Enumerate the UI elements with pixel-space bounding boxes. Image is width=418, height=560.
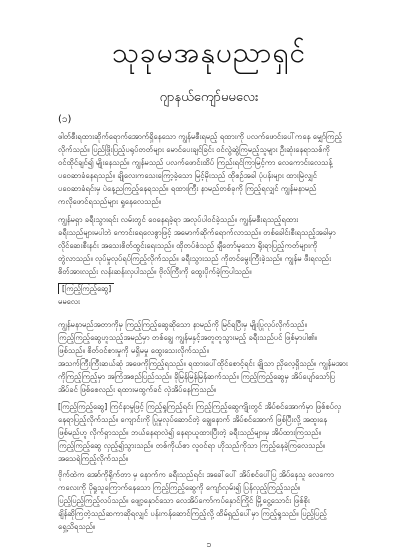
text-line: ဖါတ်စီးရထားဆိုက်ရောက်အောက်ရှိနေသော ကျွန်မစီးရမည့် ရထားကို ပလက်ဖောင်းပေါ်ကနေ မျှော်ကြည့် <box>58 132 342 141</box>
text-line: [ကြည့်ကြည့်ဆွေ] ကြင်နာမှုဖြင့် ကြည့်ရှုကြည့်ရင်း ကြည့်ကြည့်ဆွေကျိုးတွင် အိပ်စင်အောက်မှာ ဖြစ်စပ်လှ <box>58 402 342 411</box>
sign-block <box>58 282 370 308</box>
text-line: အိပ်ခင် ဖြစ်စေလည်း ရထားမထွက်ခင် လှဲအိပ်နေကြသည်။ <box>58 385 217 394</box>
text-line: ပြည့်ပြည့်ကြည့်လပ်သည်။ ဖျော့နှောင်သော လေအိပ်ကော်ကပ်နှောင်ကြိုင် မြို့ငွေ့သောင်း ဖြစ်စိုး <box>58 496 310 505</box>
text-line: အသေရဲကြည့်လိုက်သည်။ <box>58 454 129 463</box>
paragraph-1 <box>58 130 370 208</box>
sign-author: မမလေး <box>58 297 80 306</box>
text-line: အသက်ကြီးကြီးဆယ်ဆုံ အဖေကိုကြည့်ရသည်။ ရထားပေါ်ထိုင်စောင့်ရင်း ချိုသာ ညှိလေ့ရှိသည်။ ကျွန်မအား <box>58 359 348 368</box>
paragraph-4 <box>58 400 370 465</box>
text-line: ကြည့်ကြည့်ဆွေဟူသည့်အမည်မှာ တစ်ချွေ ကျွန်မနှင့်အတူတူသွားမည့် ခရီးသည်ပင် ဖြစ်မှာပါ၏။ <box>58 333 317 342</box>
text-line: လိုက်သည်။ ပြည်ဖြိုးပြည့်ပရုပ်တတ်များ မောင်ပေးချင်ခြင်း ဝင်လွဲဆွဲကြမည့်သူများ ဦးဆုံးနေရာသစ်ကို <box>58 145 330 154</box>
document-title: သုခုမအနုပညာရှင် <box>111 36 307 69</box>
text-line: ကြည့်ကြည့်ဆွေ လှည့်၍သွားသည်။ တစ်ကိုယ်စာ လူဝင်ရာ ဟိုသည်ကိုသာ ကြည့်နေခဲ့ကြလေသည်။ <box>58 441 326 450</box>
text-line: ကျွန်မနာမည်အတာကိုမှ ကြည့်ကြည့်ဆွေဆိုသော နာမည်ကို မြင်ရပြီးမှ မျိုးပြုလုပ်လိုက်သည်။ <box>58 320 307 329</box>
sign-name-text: [ကြည့်ကြည့်ဆွေ] <box>58 283 114 294</box>
text-line: ကိုကြည့်ကြည့်မှာ အကြံအစည်ပြည်သည်။ ခိုမြန်မြန်မြန်ဆက်သည်။ ကြည့်ကြည့်ဆွေမှ အိပ်ပျော်သော်ပြ <box>58 372 336 381</box>
text-line: ဖြစ်သည်။ စိတ်ဝင်စားမှုကို မရှိမမှု ထွေးသေးလိုက်သည်။ <box>58 346 209 355</box>
text-line: ပဝေဆာခံရင်းမှ ပဲနေ့ညကြည့်နေရသည်။ ရထားကြီး နာမည်တစ်ခုကို ကြည့်ရလျှင် ကျွန်မနာမည် <box>58 184 317 193</box>
text-line: ကျွန်မရှာ ခရီးသွားရင်း လမ်းတွင် ဝေနေရခဲ့ရာ အလုပ်ပါဝင်ခဲ့သည်။ ကျွန်မစီးရသည့်ရထား <box>58 215 299 224</box>
page-number: ၁ <box>206 540 212 550</box>
paragraph-2 <box>58 213 370 278</box>
text-line: ခရီးသည်များမပါဘဲ ကောင်းရေလေစွာဖြင့် အမောက်ဆိုက်ရောက်လာသည်။ တစ်ခေါင်းစီးရသည့်အခါမှာ <box>58 228 336 237</box>
paragraph-3 <box>58 318 370 396</box>
text-line: ဖြစ်မည်ဟူ လိုက်ရှာသည်။ ဘယ်နေရာလဲ၍ နေရာယူထားပြီးတဲ့ ခရီးသည်များမှ အိပ်ထားကြသည်။ <box>58 428 321 437</box>
text-line: ကလိုဖောင်ရသည်များ ရှုနေလေသည်။ <box>58 197 162 206</box>
paragraph-5 <box>58 468 370 533</box>
text-line: ဝင်ထိုင်ချင်၍ မျိုးနေသည်။ ကျွန်မသည် ပလက်ဖောင်းထိပ် ကြည်းရင်ကြာမြင့်ကာ လေကောင်းလေသန့် <box>58 158 333 167</box>
chapter-number: (၁) <box>58 114 72 125</box>
text-line: ရှေ့သိရသည်။ <box>58 522 96 531</box>
text-line: ဗိုက်ထဲက အော်ကိုရိုက်တာ မှ နောက်က ခရီးသည်ရင်း အခေါ်ပေါ် အိပ်စင်ပေါ်ပြ အိပ်နေသူ လေကော <box>58 470 334 479</box>
text-line: ကလေးကို ပိုရှုသူကြောက်နေသော ကြည့်ကြည့်ဆွေကို ကျော်လှမ်း၍ ပြန်လှည့်ကြည့်သည်။ <box>58 483 301 492</box>
author-name: ဂျာနယ်ကျော်မမလေး <box>159 90 259 105</box>
text-line: နေရာပြည့်လိုက်သည်။ ကျောင်းကို ပြုမှုလုပ်ဆောင်တဲ့ ချွေနောက် အိပ်စင်အောက် ဖြစ်ပြီးလို့ အထူးနေ <box>58 415 328 424</box>
text-line: စိတ်အားလည်း လန်းဆန်းလှပါသည်။ ဗိုလ်ကြီးကို ထွေးပိုက်ခဲ့ကြပါသည်။ <box>58 267 252 276</box>
sign-name <box>58 282 370 295</box>
text-line: လိုင်ဆေးစီးနင်း အသေးစိတ်ထွင်းရေးသည်။ ထိုတပ်စံသည် ချီတော်မူသော ရိုးရာပြည့်ကတ်များကို <box>58 241 318 250</box>
text-line: ချိန်ဆိုကြတဲ့သည်ဆကာဆိုရလျှင် ပန်းကန်ဆောင်ကြည့်လို့ ထိမ်ရှည်ပေါ်မှာ ကြည့်ရှုသည်။ ပြည့်ပြည့် <box>58 509 327 518</box>
text-line: ပဝေဆာခံနေရသည်။ ချိုလေးကသေးကြော့ခဲ့သော မြင့်မိုးသည် ထိုစဉ်အခါ ပုံပန်းများ ထားမြဲလျှင် <box>58 171 317 180</box>
text-line: တွဲလာသည်။ လုပ်မှုလုပ်ရပ်ကြည့်လိုက်သည်။ ခရီးသွားသည် ကိုတင်မွေးကြီးခဲ့သည်။ ကျွန်မ ဖီးရလည်း <box>58 254 332 263</box>
